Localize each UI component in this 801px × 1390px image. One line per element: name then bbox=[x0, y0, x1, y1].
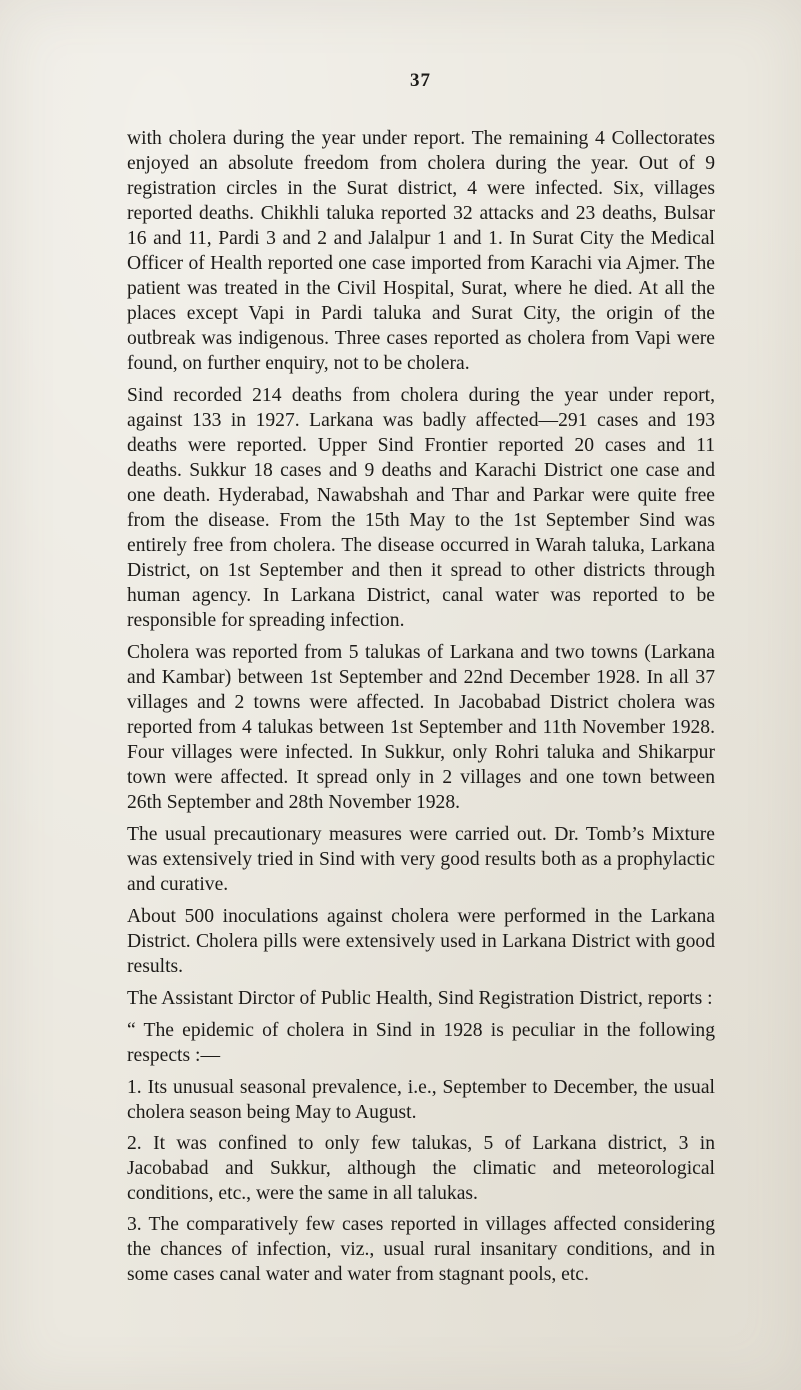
page-number: 37 bbox=[410, 70, 431, 91]
paragraph-sind-deaths: Sind recorded 214 deaths from cholera during the year under report, against 133 in 1927. Larkana was badly affected—291 cases and 193 deaths were reported. Upper Sind Frontier reported 20 cases and 11 deaths. Sukkur 18 cases and 9 deaths and Karachi District one case and one death. Hyderabad, Nawabshah and Thar and Parkar were quite free from the disease. From the 15th May to the 1st September Sind was entirely free from cholera. The disease occurred in Warah taluka, Larkana District, on 1st September and then it spread to other districts through human agency. In Larkana District, canal water was reported to be responsible for spreading infection. bbox=[127, 385, 715, 631]
list-item: 3. The comparatively few cases reported in villages affected considering the chances of infection, viz., usual rural insanitary conditions, and in some cases canal water and water from stagnant pools, etc. bbox=[127, 1214, 715, 1285]
paragraph-assistant-director: The Assistant Dirctor of Public Health, Sind Registration District, reports : bbox=[127, 988, 713, 1009]
list-item: 2. It was confined to only few talukas, 5 of Larkana district, 3 in Jacobabad and Sukkur, although the climatic and meteorological conditions, etc., were the same in all talukas. bbox=[127, 1133, 715, 1204]
paragraph-inoculations: About 500 inoculations against cholera were performed in the Larkana District. Cholera pills were extensively used in Larkana District with good results. bbox=[127, 906, 715, 977]
paragraph-precautionary-measures: The usual precautionary measures were carried out. Dr. Tomb’s Mixture was extensively tried in Sind with very good results both as a prophylactic and curative. bbox=[127, 824, 715, 895]
document-body bbox=[127, 126, 715, 1287]
paragraph-larkana-talukas: Cholera was reported from 5 talukas of Larkana and two towns (Larkana and Kambar) between 1st September and 22nd December 1928. In all 37 villages and 2 towns were affected. In Jacobabad District cholera was reported from 4 talukas between 1st September and 11th November 1928. Four villages were infected. In Sukkur, only Rohri taluka and Shikarpur town were affected. It spread only in 2 villages and one town between 26th September and 28th November 1928. bbox=[127, 642, 715, 813]
paragraph-surat-cholera: with cholera during the year under report. The remaining 4 Collectorates enjoyed an absolute freedom from cholera during the year. Out of 9 registration circles in the Surat district, 4 were infected. Six, villages reported deaths. Chikhli taluka reported 32 attacks and 23 deaths, Bulsar 16 and 11, Pardi 3 and 2 and Jalalpur 1 and 1. In Surat City the Medical Officer of Health reported one case imported from Karachi via Ajmer. The patient was treated in the Civil Hospital, Surat, where he died. At all the places except Vapi in Pardi taluka and Surat City, the origin of the outbreak was indigenous. Three cases reported as cholera from Vapi were found, on further enquiry, not to be cholera. bbox=[127, 128, 715, 374]
list-item: 1. Its unusual seasonal prevalence, i.e., September to December, the usual cholera season being May to August. bbox=[127, 1077, 715, 1123]
paragraph-epidemic-quote: “ The epidemic of cholera in Sind in 1928 is peculiar in the following respects :— bbox=[127, 1020, 715, 1066]
